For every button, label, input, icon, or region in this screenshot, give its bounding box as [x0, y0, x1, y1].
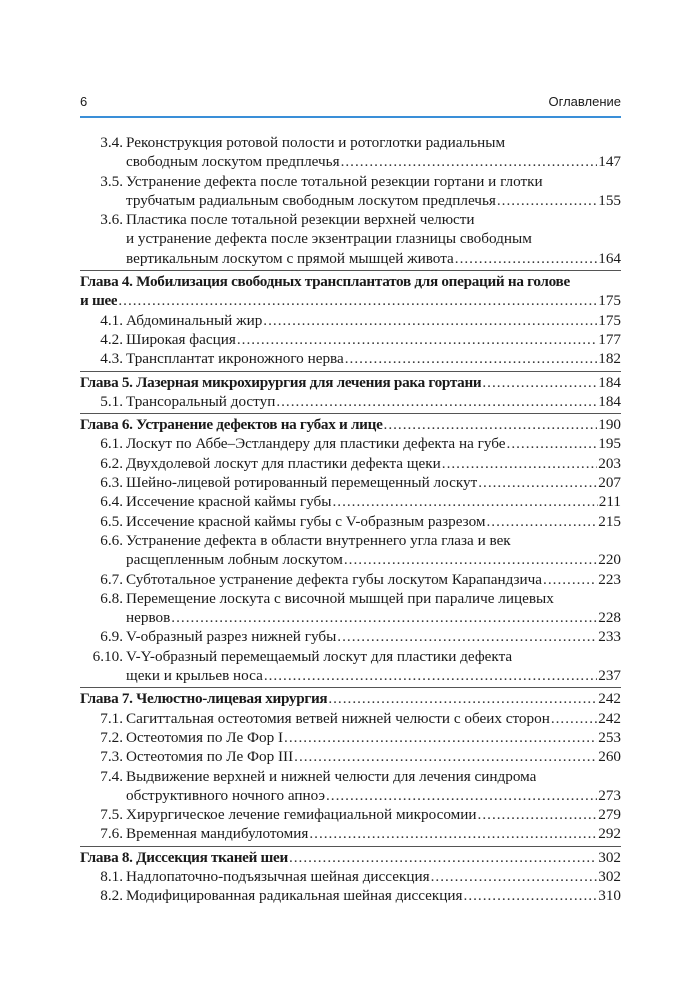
toc-entry-page: 195	[598, 435, 621, 453]
toc-entry-title: Трансоральный доступ	[126, 392, 276, 410]
dot-leader	[507, 434, 598, 453]
dot-leader	[264, 666, 597, 685]
toc-entry-page: 228	[598, 609, 621, 627]
toc-entry-title: вертикальным лоскутом с прямой мышцей живота	[126, 249, 454, 267]
toc-entry[interactable]	[80, 886, 621, 905]
toc-entry[interactable]	[80, 747, 621, 766]
toc-entry-title: обструктивного ночного апноэ	[126, 786, 325, 804]
toc-entry-title: Сагиттальная остеотомия ветвей нижней челюсти с обеих сторон	[126, 709, 550, 727]
dot-leader	[263, 311, 597, 330]
toc-entry-page: 279	[598, 806, 621, 824]
toc-entry-title: Двухдолевой лоскут для пластики дефекта щеки	[126, 454, 441, 472]
toc-entry-page: 175	[598, 292, 621, 310]
toc-entry-title: Надлопаточно-подъязычная шейная диссекция	[126, 867, 430, 885]
toc-entry-title: Хирургическое лечение гемифациальной микросомии	[126, 806, 477, 824]
toc-entry-number: 4.1.	[100, 311, 123, 329]
toc-entry-title: Глава 5. Лазерная микрохирургия для лечения рака гортани	[80, 373, 482, 391]
toc-entry[interactable]	[80, 492, 621, 511]
toc-entry-number: 5.1.	[100, 392, 123, 410]
toc-entry-number: 6.5.	[100, 512, 123, 530]
chapter-divider	[80, 413, 621, 414]
toc-entry[interactable]	[80, 249, 621, 268]
toc-chapter-entry[interactable]	[80, 373, 621, 392]
toc-entry-page: 302	[598, 848, 621, 866]
toc-entry-page: 242	[598, 709, 621, 727]
toc-entry-page: 233	[598, 628, 621, 646]
dot-leader	[537, 767, 620, 786]
toc-entry-number: 6.2.	[100, 454, 123, 472]
toc-entry-title: Модифицированная радикальная шейная диссекция	[126, 887, 463, 905]
dot-leader	[328, 689, 597, 708]
toc-entry[interactable]	[80, 589, 621, 608]
toc-entry[interactable]	[80, 531, 621, 550]
toc-entry-page: 207	[598, 474, 621, 492]
toc-entry-page: 292	[598, 825, 621, 843]
toc-entry[interactable]	[80, 786, 621, 805]
toc-entry-title: Лоскут по Аббе–Эстландеру для пластики дефекта на губе	[126, 435, 506, 453]
toc-entry-page: 273	[598, 786, 621, 804]
toc-entry[interactable]	[80, 608, 621, 627]
toc-entry-title: Глава 7. Челюстно-лицевая хирургия	[80, 690, 328, 708]
toc-entry-page: 177	[598, 330, 621, 348]
toc-entry-title: щеки и крыльев носа	[126, 667, 263, 685]
dot-leader	[237, 330, 597, 349]
toc-entry[interactable]	[80, 210, 621, 229]
toc-entry-title: Иссечение красной каймы губы с V-образным разрезом	[126, 512, 486, 530]
toc-entry-title: Шейно-лицевой ротированный перемещенный лоскут	[126, 474, 478, 492]
chapter-divider	[80, 371, 621, 372]
dot-leader	[497, 191, 597, 210]
dot-leader	[476, 210, 620, 229]
toc-entry-title: Широкая фасция	[126, 330, 236, 348]
dot-leader	[341, 152, 598, 171]
toc-entry-title: V-образный разрез нижней губы	[126, 628, 337, 646]
toc-entry[interactable]	[80, 767, 621, 786]
toc-entry-title: Перемещение лоскута с височной мышцей при параличе лицевых	[126, 589, 554, 607]
toc-entry-page: 184	[598, 392, 621, 410]
toc-entry-title: Субтотальное устранение дефекта губы лоскутом Карапандзича	[126, 570, 543, 588]
dot-leader	[571, 272, 620, 291]
toc-entry-number: 3.4.	[100, 134, 123, 151]
table-of-contents	[80, 133, 621, 906]
toc-entry-number: 7.3.	[100, 748, 123, 766]
toc-entry-number: 6.10.	[92, 647, 123, 665]
toc-entry-number: 7.4.	[100, 767, 123, 785]
toc-entry[interactable]	[80, 454, 621, 473]
toc-entry-title: V-Y-образный перемещаемый лоскут для пластики дефекта	[126, 647, 513, 665]
toc-entry-page: 223	[598, 570, 621, 588]
dot-leader	[442, 454, 597, 473]
dot-leader	[487, 512, 598, 531]
toc-entry[interactable]	[80, 550, 621, 569]
toc-entry-number: 6.6.	[100, 531, 123, 549]
toc-entry-page: 184	[598, 373, 621, 391]
toc-entry-page: 211	[598, 493, 621, 511]
toc-entry[interactable]	[80, 666, 621, 685]
toc-entry[interactable]	[80, 570, 621, 589]
toc-entry-page: 253	[598, 728, 621, 746]
toc-entry-page: 310	[598, 887, 621, 905]
dot-leader	[384, 415, 598, 434]
toc-entry-page: 182	[598, 350, 621, 368]
dot-leader	[555, 589, 620, 608]
toc-entry-number: 7.5.	[100, 806, 123, 824]
toc-entry-number: 6.3.	[100, 474, 123, 492]
dot-leader	[533, 229, 620, 248]
toc-chapter-entry[interactable]	[80, 291, 621, 310]
running-header	[80, 92, 621, 114]
toc-entry-title: Временная мандибулотомия	[126, 825, 309, 843]
toc-entry-title: Пластика после тотальной резекции верхней челюсти	[126, 211, 475, 229]
dot-leader	[543, 570, 597, 589]
toc-entry-number: 8.1.	[100, 867, 123, 885]
dot-leader	[482, 373, 597, 392]
toc-entry-title: Остеотомия по Ле Фор I	[126, 728, 284, 746]
toc-entry-number: 6.7.	[100, 570, 123, 588]
toc-entry[interactable]	[80, 709, 621, 728]
toc-entry[interactable]	[80, 627, 621, 646]
dot-leader	[478, 805, 598, 824]
dot-leader	[455, 249, 597, 268]
dot-leader	[551, 709, 597, 728]
toc-entry[interactable]	[80, 728, 621, 747]
toc-entry-number: 3.5.	[100, 172, 123, 190]
running-title: Оглавление	[548, 94, 621, 109]
toc-entry-number: 7.2.	[100, 728, 123, 746]
page-number: 6	[80, 94, 88, 109]
toc-entry-title: расщепленным лобным лоскутом	[126, 551, 343, 569]
dot-leader	[431, 867, 598, 886]
dot-leader	[284, 728, 597, 747]
toc-entry-page: 155	[598, 191, 621, 209]
toc-entry-page: 175	[598, 311, 621, 329]
dot-leader	[513, 647, 620, 666]
toc-chapter-entry[interactable]	[80, 689, 621, 708]
toc-entry-title: Глава 4. Мобилизация свободных трансплантатов для операций на голове	[80, 273, 570, 291]
toc-entry-title: Устранение дефекта в области внутреннего угла глаза и век	[126, 531, 511, 549]
dot-leader	[118, 291, 597, 310]
toc-entry-title: Иссечение красной каймы губы	[126, 493, 332, 511]
toc-entry[interactable]	[80, 473, 621, 492]
toc-entry-title: Глава 8. Диссекция тканей шеи	[80, 848, 288, 866]
chapter-divider	[80, 687, 621, 688]
dot-leader	[512, 531, 620, 550]
chapter-divider	[80, 846, 621, 847]
toc-entry-page: 242	[598, 690, 621, 708]
dot-leader	[332, 492, 597, 511]
toc-entry-title: Глава 6. Устранение дефектов на губах и лице	[80, 416, 383, 434]
toc-entry-title: Выдвижение верхней и нижней челюсти для лечения синдрома	[126, 767, 537, 785]
dot-leader	[276, 392, 597, 411]
toc-entry-number: 6.1.	[100, 435, 123, 453]
toc-entry-title: Устранение дефекта после тотальной резекции гортани и глотки	[126, 172, 543, 190]
dot-leader	[337, 627, 597, 646]
toc-entry[interactable]	[80, 330, 621, 349]
dot-leader	[478, 473, 597, 492]
toc-chapter-entry[interactable]	[80, 415, 621, 434]
toc-entry-page: 215	[598, 512, 621, 530]
toc-chapter-entry[interactable]	[80, 272, 621, 291]
toc-entry-number: 6.4.	[100, 493, 123, 511]
toc-entry[interactable]	[80, 349, 621, 368]
dot-leader	[345, 349, 597, 368]
toc-entry-number: 7.6.	[100, 825, 123, 843]
toc-chapter-entry[interactable]	[80, 848, 621, 867]
dot-leader	[289, 848, 597, 867]
toc-entry-title: свободным лоскутом предплечья	[126, 153, 340, 171]
toc-entry-number: 4.3.	[100, 350, 123, 368]
toc-entry-number: 3.6.	[100, 211, 123, 229]
toc-entry[interactable]	[80, 311, 621, 330]
toc-entry-page: 237	[598, 667, 621, 685]
toc-entry[interactable]	[80, 805, 621, 824]
toc-entry[interactable]	[80, 824, 621, 843]
toc-entry-title: Реконструкция ротовой полости и ротоглотки радиальным	[126, 134, 506, 151]
toc-entry-page: 203	[598, 454, 621, 472]
toc-entry[interactable]	[80, 867, 621, 886]
toc-entry[interactable]	[80, 172, 621, 191]
toc-entry[interactable]	[80, 512, 621, 531]
dot-leader	[326, 786, 597, 805]
toc-entry-title: Трансплантат икроножного нерва	[126, 350, 344, 368]
header-rule	[80, 116, 621, 118]
dot-leader	[544, 172, 620, 191]
toc-entry[interactable]	[80, 191, 621, 210]
toc-entry-number: 7.1.	[100, 709, 123, 727]
dot-leader	[309, 824, 597, 843]
toc-entry-title: Абдоминальный жир	[126, 311, 263, 329]
chapter-divider	[80, 270, 621, 271]
dot-leader	[464, 886, 598, 905]
dot-leader	[171, 608, 597, 627]
toc-entry-title: Остеотомия по Ле Фор III	[126, 748, 294, 766]
toc-entry-title: нервов	[126, 609, 171, 627]
toc-entry-number: 4.2.	[100, 330, 123, 348]
toc-entry-page: 190	[598, 416, 621, 434]
toc-entry[interactable]	[80, 434, 621, 453]
toc-entry[interactable]	[80, 392, 621, 411]
toc-entry[interactable]	[80, 229, 621, 248]
dot-leader	[344, 550, 597, 569]
toc-entry-page: 147	[598, 153, 621, 171]
dot-leader	[294, 747, 597, 766]
toc-entry[interactable]	[80, 152, 621, 171]
toc-entry[interactable]	[80, 647, 621, 666]
dot-leader	[506, 133, 620, 152]
toc-entry-page: 220	[598, 551, 621, 569]
toc-entry[interactable]	[80, 133, 621, 152]
toc-entry-number: 6.9.	[100, 628, 123, 646]
toc-entry-title: и устранение дефекта после экзентрации глазницы свободным	[126, 230, 532, 248]
toc-entry-page: 302	[598, 867, 621, 885]
toc-entry-title: трубчатым радиальным свободным лоскутом предплечья	[126, 191, 496, 209]
toc-entry-page: 164	[598, 249, 621, 267]
toc-entry-title: и шее	[80, 292, 118, 310]
toc-entry-number: 8.2.	[100, 887, 123, 905]
toc-entry-number: 6.8.	[100, 589, 123, 607]
toc-entry-page: 260	[598, 748, 621, 766]
